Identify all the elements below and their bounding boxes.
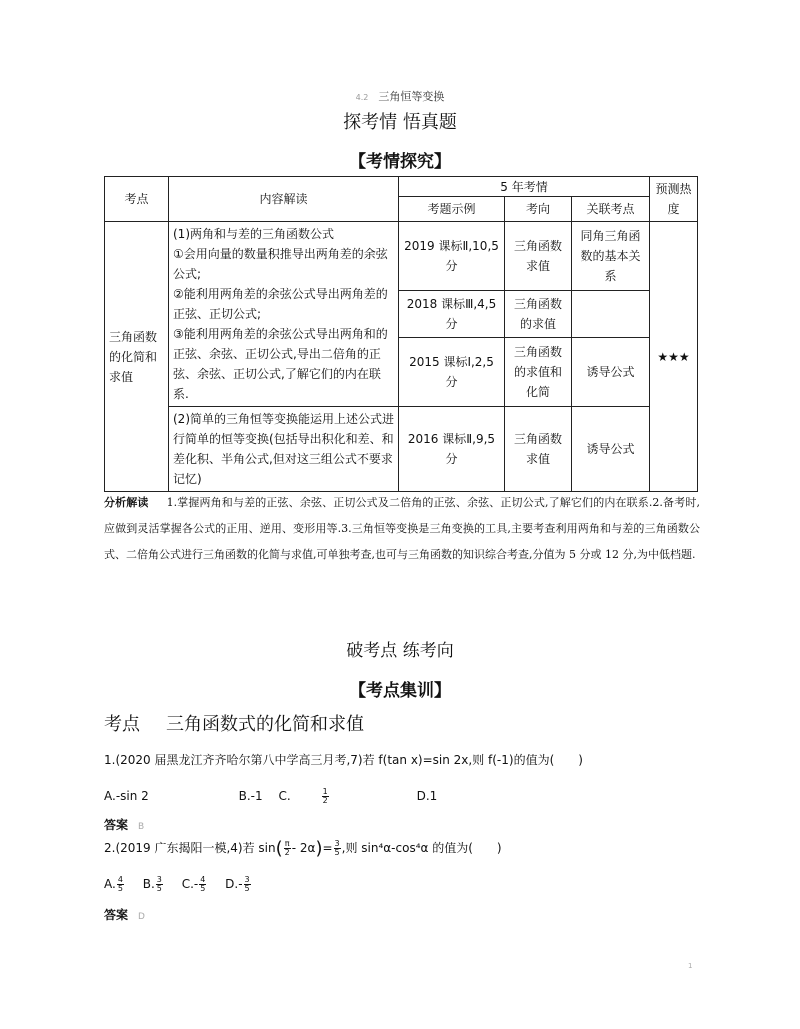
th-content: 内容解读 <box>169 177 399 222</box>
kaodian-name: 三角函数式的化简和求值 <box>166 714 364 735</box>
question-2-answer <box>104 906 145 923</box>
analysis-paragraph <box>104 490 700 568</box>
cell-related-2 <box>572 290 650 338</box>
question-2-stem <box>104 838 502 859</box>
q2-stem-a: 2.(2019 广东揭阳一模,4)若 sin <box>104 841 276 855</box>
analysis-text: 1.掌握两角和与差的正弦、余弦、正切公式及二倍角的正弦、余弦、正切公式,了解它们的内在联系.2.备考时,应做到灵活掌握各公式的正用、逆用、变形用等.3.三角恒等变换是三角变换的工具,主要考查利用两角和与差的三角函数公式、二倍角公式进行三角函数的化简与求值,可单独考查,也可与三角函数的知识综合考查,分值为 5 分或 12 分,为中低档题. <box>104 496 700 561</box>
q1-option-a: A.-sin 2 <box>104 789 149 803</box>
q2-answer-label: 答案 <box>104 908 129 922</box>
th-point: 考点 <box>105 177 169 222</box>
sub-title: 【考情探究】 <box>349 152 451 172</box>
q2-option-d-fraction: $\frac{3}{5}$ <box>244 875 250 893</box>
th-five-year: 5 年考情 <box>399 177 650 197</box>
th-example: 考题示例 <box>399 197 505 222</box>
cell-heat: ★★★ <box>650 222 698 492</box>
cell-content-2: (2)简单的三角恒等变换能运用上述公式进行简单的恒等变换(包括导出积化和差、和差化积、半角公式,但对这三组公式不要求记忆) <box>169 407 399 492</box>
q1-option-d: D.1 <box>416 789 438 803</box>
section-title-training: 【考点集训】 <box>349 681 451 701</box>
section-number: 4.2 <box>355 93 369 102</box>
th-direction: 考向 <box>505 197 572 222</box>
q1-option-c <box>278 789 388 803</box>
q1-option-c-prefix: C. <box>278 789 291 803</box>
main-title: 探考情 悟真题 <box>343 112 457 133</box>
cell-direction-2: 三角函数的求值 <box>505 290 572 338</box>
q2-option-b: B. $\frac{3}{5}$ <box>142 875 162 893</box>
q2-option-b-fraction: $\frac{3}{5}$ <box>156 875 162 893</box>
q2-answer-value: D <box>138 912 145 922</box>
section-title: 三角恒等变换 <box>378 90 445 103</box>
question-1-stem: 1.(2020 届黑龙江齐齐哈尔第八中学高三月考,7)若 f(tan x)=sin 2x,则 f(-1)的值为( ) <box>104 753 583 767</box>
q2-paren-left: ( <box>275 838 283 859</box>
cell-example-2: 2018 课标Ⅲ,4,5 分 <box>399 290 505 338</box>
page-header <box>0 88 800 104</box>
q1-answer-label: 答案 <box>104 818 129 832</box>
cell-example-1: 2019 课标Ⅱ,10,5 分 <box>399 222 505 291</box>
th-related: 关联考点 <box>572 197 650 222</box>
q2-stem-b: ,则 sin⁴α-cos⁴α 的值为( ) <box>341 841 502 855</box>
q2-option-c-fraction: $\frac{4}{5}$ <box>200 875 206 893</box>
cell-example-3: 2015 课标Ⅰ,2,5 分 <box>399 338 505 407</box>
question-1-answer <box>104 816 144 833</box>
q1-answer-value: B <box>138 822 145 832</box>
cell-point: 三角函数的化简和求值 <box>105 222 169 492</box>
cell-related-3: 诱导公式 <box>572 338 650 407</box>
q2-stem-mid: - 2α <box>291 841 316 855</box>
cell-related-4: 诱导公式 <box>572 407 650 492</box>
question-1-options <box>104 788 467 805</box>
kaodian-tag: 考点 <box>104 714 140 735</box>
q2-pi-fraction: $\frac{\pi}{2}$ <box>284 839 290 857</box>
question-2-options <box>104 876 252 893</box>
q2-eq: = <box>322 841 333 855</box>
q2-option-a-fraction: $\frac{4}{5}$ <box>117 875 123 893</box>
th-heat: 预测热度 <box>650 177 698 222</box>
q2-option-d: D.- $\frac{3}{5}$ <box>225 875 250 893</box>
q2-paren-right: ) <box>315 838 323 859</box>
kaodian-heading <box>104 710 364 736</box>
cell-direction-3: 三角函数的求值和化简 <box>505 338 572 407</box>
section-title-practice: 破考点 练考向 <box>346 641 454 661</box>
q1-option-c-fraction: $\frac{1}{2}$ <box>322 787 328 805</box>
page-number: 1 <box>688 962 693 970</box>
exam-analysis-table <box>104 176 697 492</box>
q2-rhs-fraction: $\frac{3}{5}$ <box>334 839 340 857</box>
cell-content-1: (1)两角和与差的三角函数公式 ①会用向量的数量积推导出两角差的余弦公式; ②能利用两角差的余弦公式导出两角差的正弦、正切公式; ③能利用两角差的余弦公式导出两角和的正弦、余弦、正切公式,导出二倍角的正弦、余弦、正切公式,了解它们的内在联系. <box>169 222 399 407</box>
q1-option-b: B.-1 <box>238 789 263 803</box>
cell-related-1: 同角三角函数的基本关系 <box>572 222 650 291</box>
cell-direction-1: 三角函数求值 <box>505 222 572 291</box>
q2-option-a: A. $\frac{4}{5}$ <box>104 875 123 893</box>
cell-direction-4: 三角函数求值 <box>505 407 572 492</box>
cell-example-4: 2016 课标Ⅱ,9,5 分 <box>399 407 505 492</box>
analysis-label: 分析解读 <box>104 496 149 509</box>
q2-option-c: C.- $\frac{4}{5}$ <box>181 875 206 893</box>
